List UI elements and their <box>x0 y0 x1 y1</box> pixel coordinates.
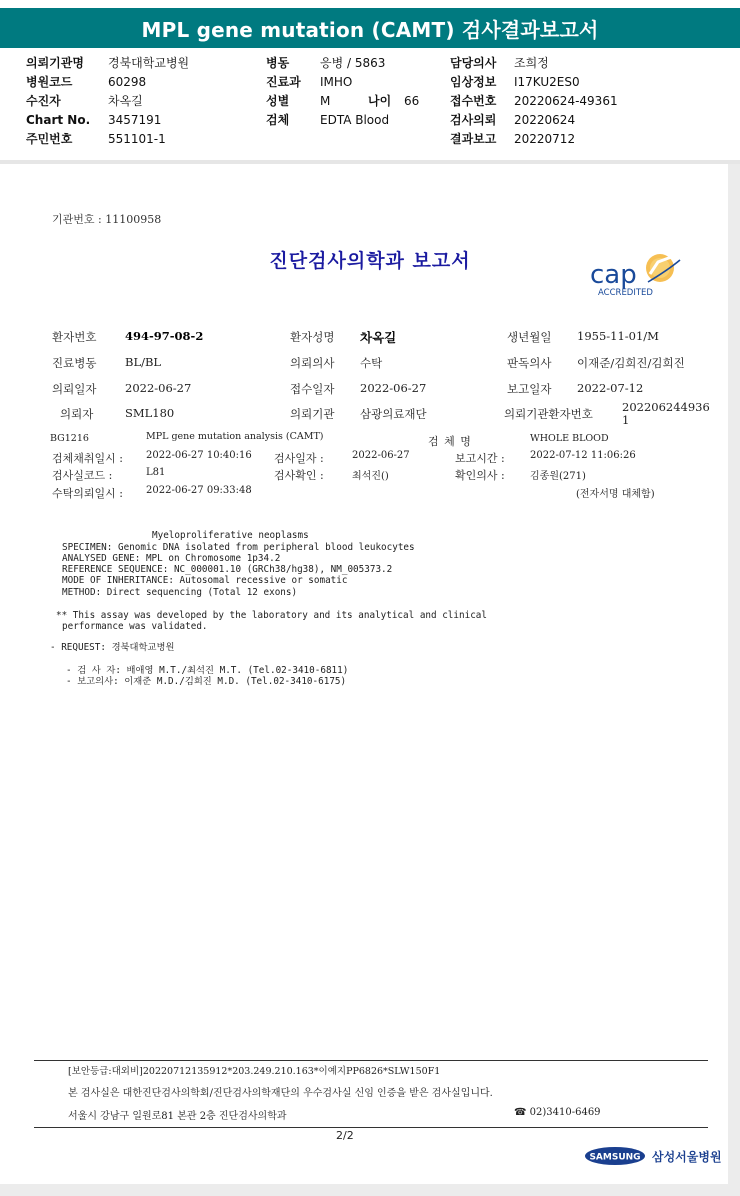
patient-value: 이재준/김희진/김희진 <box>577 356 685 370</box>
header-value: 응병 / 5863 <box>320 56 386 70</box>
meta-label: 검체채취일시 : <box>52 452 123 465</box>
header-value: 경북대학교병원 <box>108 56 190 70</box>
patient-birth: 1955-11-01/M <box>577 329 659 343</box>
certification-text: 본 검사실은 대한진단검사의학회/진단검사의학재단의 우수검사실 신임 인증을 받은 검사실입니다. <box>68 1088 493 1099</box>
footer-divider <box>34 1127 708 1128</box>
header-label: 수진자 <box>26 94 61 108</box>
patient-value: SML180 <box>125 406 175 420</box>
header-label: 접수번호 <box>450 94 497 108</box>
header-value: 3457191 <box>108 113 162 127</box>
body-note: ** This assay was developed by the laboratory and its analytical and clinical <box>56 610 487 621</box>
test-code: BG1216 <box>50 433 89 444</box>
header-value: 20220712 <box>514 132 576 146</box>
body-line: ANALYSED GENE: MPL on Chromosome 1p34.2 <box>62 553 281 564</box>
body-line: REFERENCE SEQUENCE: NC_000001.10 (GRCh38/hg38), NM_005373.2 <box>62 564 393 575</box>
patient-label: 진료병동 <box>52 356 97 370</box>
age-label: 나이 <box>368 94 392 108</box>
patient-label: 환자성명 <box>290 330 335 344</box>
body-line: METHOD: Direct sequencing (Total 12 exons) <box>62 587 298 598</box>
header-value: 20220624-49361 <box>514 94 618 108</box>
header-label: 성별 <box>266 94 290 108</box>
specimen-label: 검 체 명 <box>428 435 472 448</box>
security-line: [보안등급:대외비]20220712135912*203.249.210.163*이예지PP6826*SLW150F1 <box>68 1066 441 1077</box>
patient-label: 판독의사 <box>507 356 552 370</box>
institution-number: 기관번호 : 11100958 <box>52 213 162 226</box>
samsung-logo-text: SAMSUNG <box>589 1152 641 1163</box>
patient-value: 202206244936 <box>622 400 710 414</box>
patient-name: 차옥길 <box>360 330 397 345</box>
header-label: Chart No. <box>26 113 91 127</box>
meta-value: 2022-06-27 09:33:48 <box>146 485 252 496</box>
patient-value: 2022-06-27 <box>125 381 192 395</box>
patient-value: 1 <box>622 413 630 427</box>
patient-value: 삼광의료재단 <box>360 407 427 421</box>
header-value: EDTA Blood <box>320 113 390 127</box>
body-staff: - 보고의사: 이재준 M.D./김희진 M.D. (Tel.02-3410-6175) <box>66 676 347 687</box>
bottom-margin-band <box>0 1184 740 1196</box>
header-value: 551101-1 <box>108 132 166 146</box>
header-value: 20220624 <box>514 113 576 127</box>
body-line: SPECIMEN: Genomic DNA isolated from peripheral blood leukocytes <box>62 542 415 553</box>
meta-value: L81 <box>146 467 166 478</box>
body-line: MODE OF INHERITANCE: Autosomal recessive or somatic <box>62 575 348 586</box>
header-label: 병원코드 <box>26 75 73 89</box>
patient-value: BL/BL <box>125 355 162 369</box>
patient-label: 의뢰일자 <box>52 382 97 396</box>
cap-logo-text: cap <box>590 260 637 290</box>
phone-text: ☎ 02)3410-6469 <box>514 1107 601 1118</box>
e-signature-note: (전자서명 대체함) <box>576 489 655 500</box>
body-note: performance was validated. <box>62 621 208 632</box>
header-label: 의뢰기관명 <box>26 56 84 70</box>
header-label: 담당의사 <box>450 56 497 70</box>
header-value: IMHO <box>320 75 353 89</box>
header-label: 병동 <box>266 56 290 70</box>
meta-value: 김종원(271) <box>530 471 586 482</box>
header-label: 주민번호 <box>26 132 73 146</box>
meta-label: 검사일자 : <box>274 452 324 465</box>
meta-value: 2022-06-27 <box>352 450 410 461</box>
separator-band <box>0 160 740 164</box>
header-info <box>0 54 740 154</box>
samsung-logo <box>584 1146 646 1166</box>
report-title-bar: MPL gene mutation (CAMT) 검사결과보고서 <box>0 8 740 48</box>
meta-label: 확인의사 : <box>455 469 505 482</box>
header-label: 진료과 <box>266 75 301 89</box>
meta-label: 수탁의뢰일시 : <box>52 487 123 500</box>
header-value: 조희정 <box>514 56 549 70</box>
patient-label: 의뢰의사 <box>290 356 335 370</box>
specimen-value: WHOLE BLOOD <box>530 433 609 444</box>
body-staff: - 검 사 자: 배애영 M.T./최석진 M.T. (Tel.02-3410-6811) <box>66 665 349 676</box>
patient-label: 생년월일 <box>507 330 552 344</box>
header-col3 <box>450 54 618 149</box>
body-request: - REQUEST: 경북대학교병원 <box>50 642 175 653</box>
patient-value: 2022-07-12 <box>577 381 644 395</box>
meta-label: 검사실코드 : <box>52 469 113 482</box>
header-label: 결과보고 <box>450 132 497 146</box>
right-margin-band <box>728 164 740 1184</box>
patient-label: 접수일자 <box>290 382 335 396</box>
address-text: 서울시 강남구 일원로81 본관 2층 진단검사의학과 <box>68 1111 287 1122</box>
patient-number: 494-97-08-2 <box>125 329 204 343</box>
test-name: MPL gene mutation analysis (CAMT) <box>146 431 324 442</box>
page-number: 2/2 <box>336 1129 354 1142</box>
meta-value: 2022-06-27 10:40:16 <box>146 450 252 461</box>
meta-value: 최석진() <box>352 471 389 482</box>
age-value: 66 <box>404 94 420 108</box>
patient-label: 보고일자 <box>507 382 552 396</box>
body-diagnosis: Myeloproliferative neoplasms <box>152 530 309 541</box>
page-title: 진단검사의학과 보고서 <box>269 250 471 272</box>
hospital-name: 삼성서울병원 <box>652 1150 722 1164</box>
meta-label: 보고시간 : <box>455 452 505 465</box>
header-label: 검사의뢰 <box>450 113 497 127</box>
patient-value: 수탁 <box>360 356 383 370</box>
meta-label: 검사확인 : <box>274 469 324 482</box>
footer-divider <box>34 1060 708 1061</box>
header-col2 <box>266 54 419 130</box>
patient-label: 의뢰기관 <box>290 407 335 421</box>
patient-label: 환자번호 <box>52 330 97 344</box>
header-col1 <box>26 54 189 149</box>
header-label: 검체 <box>266 113 290 127</box>
header-value: 60298 <box>108 75 147 89</box>
header-label: 임상정보 <box>450 75 497 89</box>
meta-value: 2022-07-12 11:06:26 <box>530 450 636 461</box>
cap-accredited-logo <box>588 252 684 298</box>
patient-label: 의뢰기관환자번호 <box>504 407 593 421</box>
header-value: I17KU2ES0 <box>514 75 580 89</box>
patient-label: 의뢰자 <box>60 407 94 421</box>
patient-value: 2022-06-27 <box>360 381 427 395</box>
header-value: 차옥길 <box>108 94 143 108</box>
cap-logo-sub: ACCREDITED <box>598 288 653 298</box>
header-value: M <box>320 94 331 108</box>
